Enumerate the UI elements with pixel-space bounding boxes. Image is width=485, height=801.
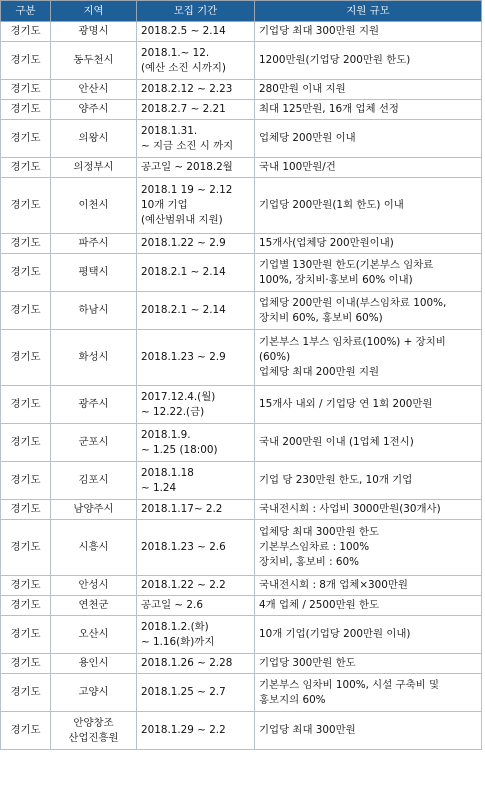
header-scale: 지원 규모 xyxy=(255,1,482,22)
region-cell: 경기도 xyxy=(1,178,51,234)
area-cell-line: 오산시 xyxy=(78,628,109,640)
period-cell xyxy=(137,674,255,712)
area-cell xyxy=(51,596,137,616)
scale-cell xyxy=(255,712,482,750)
scale-cell-line: 기업당 최대 300만원 지원 xyxy=(259,25,380,37)
area-cell xyxy=(51,100,137,120)
area-cell xyxy=(51,462,137,500)
scale-cell-line: 국내전시회 : 사업비 3000만원(30개사) xyxy=(259,503,441,515)
region-cell: 경기도 xyxy=(1,330,51,386)
area-cell-line: 김포시 xyxy=(78,474,109,486)
scale-cell-line: 업체당 최대 200만원 지원 xyxy=(259,366,380,378)
area-cell xyxy=(51,80,137,100)
scale-cell-line: 15개사 내외 / 기업당 연 1회 200만원 xyxy=(259,398,433,410)
area-cell xyxy=(51,254,137,292)
period-cell xyxy=(137,80,255,100)
region-cell: 경기도 xyxy=(1,596,51,616)
region-cell: 경기도 xyxy=(1,654,51,674)
period-cell-line: 2018.1.17~ 2.2 xyxy=(141,503,223,515)
scale-cell-line: 업체당 200만원 이내 xyxy=(259,132,356,144)
period-cell-line: 2018.2.1 ~ 2.14 xyxy=(141,304,226,316)
scale-cell xyxy=(255,22,482,42)
area-cell xyxy=(51,500,137,520)
period-cell-line: 2018.1.26 ~ 2.28 xyxy=(141,657,233,669)
scale-cell-line: 100%, 장치비·홍보비 60% 이내) xyxy=(259,273,413,286)
scale-cell-line: 4개 업체 / 2500만원 한도 xyxy=(259,599,380,611)
scale-cell xyxy=(255,292,482,330)
region-cell: 경기도 xyxy=(1,462,51,500)
scale-cell xyxy=(255,330,482,386)
period-cell xyxy=(137,520,255,576)
area-cell xyxy=(51,158,137,178)
period-cell-line: 공고일 ~ 2.6 xyxy=(141,599,203,611)
table-row xyxy=(1,424,482,462)
scale-cell-line: 280만원 이내 지원 xyxy=(259,83,346,95)
table-row xyxy=(1,654,482,674)
table-row xyxy=(1,254,482,292)
table-row xyxy=(1,178,482,234)
scale-cell-line: 기업당 300만원 한도 xyxy=(259,657,356,669)
region-cell: 경기도 xyxy=(1,386,51,424)
area-cell-line: 시흥시 xyxy=(78,541,109,553)
table-row xyxy=(1,616,482,654)
period-cell xyxy=(137,500,255,520)
header-period: 모집 기간 xyxy=(137,1,255,22)
scale-cell-line: 업체당 최대 300만원 한도 xyxy=(259,526,380,538)
scale-cell xyxy=(255,386,482,424)
period-cell xyxy=(137,42,255,80)
table-row xyxy=(1,462,482,500)
period-cell-line: 2018.1.23 ~ 2.6 xyxy=(141,541,226,553)
period-cell-line: 2018.1.31. xyxy=(141,124,198,137)
period-cell xyxy=(137,158,255,178)
region-cell: 경기도 xyxy=(1,80,51,100)
period-cell-line: (예산 소진 시까지) xyxy=(141,61,226,74)
area-cell xyxy=(51,330,137,386)
scale-cell-line: 1200만원(기업당 200만원 한도) xyxy=(259,54,411,66)
area-cell-line: 안성시 xyxy=(78,579,109,591)
area-cell xyxy=(51,520,137,576)
period-cell-line: 2018.2.12 ~ 2.23 xyxy=(141,83,233,95)
period-cell-line: 2018.1.23 ~ 2.9 xyxy=(141,351,226,363)
period-cell-line: ~ 12.22.(금) xyxy=(141,405,205,418)
scale-cell xyxy=(255,254,482,292)
area-cell xyxy=(51,386,137,424)
table-row xyxy=(1,80,482,100)
scale-cell xyxy=(255,234,482,254)
region-cell: 경기도 xyxy=(1,674,51,712)
area-cell xyxy=(51,178,137,234)
region-cell: 경기도 xyxy=(1,234,51,254)
table-body xyxy=(1,22,482,750)
area-cell-line: 광주시 xyxy=(78,398,109,410)
scale-cell-line: (60%) xyxy=(259,351,291,363)
area-cell-line: 평택시 xyxy=(78,266,109,278)
period-cell-line: 2018.1.9. xyxy=(141,428,191,441)
area-cell-line: 양주시 xyxy=(78,103,109,115)
period-cell-line: 2017.12.4.(월) xyxy=(141,390,216,403)
area-cell xyxy=(51,292,137,330)
area-cell xyxy=(51,234,137,254)
scale-cell-line: 장치비, 홍보비 : 60% xyxy=(259,556,360,568)
scale-cell-line: 국내전시회 : 8개 업체×300만원 xyxy=(259,579,408,591)
scale-cell-line: 홍보지의 60% xyxy=(259,693,326,706)
scale-cell-line: 15개사(업체당 200만원이내) xyxy=(259,237,394,249)
region-cell: 경기도 xyxy=(1,424,51,462)
scale-cell xyxy=(255,520,482,576)
area-cell xyxy=(51,712,137,750)
period-cell xyxy=(137,576,255,596)
period-cell-line: (예산범위내 지원) xyxy=(141,214,223,226)
table-row xyxy=(1,234,482,254)
table-row xyxy=(1,674,482,712)
region-cell: 경기도 xyxy=(1,254,51,292)
period-cell xyxy=(137,292,255,330)
period-cell xyxy=(137,596,255,616)
scale-cell xyxy=(255,500,482,520)
area-cell-line: 안양창조 xyxy=(73,716,114,729)
scale-cell xyxy=(255,576,482,596)
period-cell-line: 2018.1.22 ~ 2.2 xyxy=(141,579,226,591)
area-cell-line: 용인시 xyxy=(78,657,109,669)
table-row xyxy=(1,500,482,520)
scale-cell xyxy=(255,120,482,158)
area-cell-line: 파주시 xyxy=(78,237,109,249)
area-cell xyxy=(51,424,137,462)
period-cell-line: 2018.1 19 ~ 2.12 xyxy=(141,184,233,196)
period-cell xyxy=(137,234,255,254)
period-cell xyxy=(137,178,255,234)
period-cell xyxy=(137,462,255,500)
period-cell-line: 2018.2.5 ~ 2.14 xyxy=(141,25,226,37)
table-row xyxy=(1,596,482,616)
period-cell xyxy=(137,22,255,42)
area-cell-line: 남양주시 xyxy=(73,503,114,515)
period-cell-line: ~ 1.24 xyxy=(141,481,177,494)
period-cell xyxy=(137,424,255,462)
scale-cell-line: 10개 기업(기업당 200만원 이내) xyxy=(259,628,411,640)
period-cell-line: 공고일 ~ 2018.2월 xyxy=(141,161,233,173)
header-region: 구분 xyxy=(1,1,51,22)
period-cell-line: 2018.1.2.(화) xyxy=(141,620,209,633)
period-cell-line: ~ 1.16(화)까지 xyxy=(141,635,215,648)
table-row xyxy=(1,42,482,80)
area-cell xyxy=(51,674,137,712)
table-row xyxy=(1,120,482,158)
scale-cell xyxy=(255,674,482,712)
table-row xyxy=(1,292,482,330)
area-cell-line: 광명시 xyxy=(78,25,109,37)
period-cell xyxy=(137,386,255,424)
header-area: 지역 xyxy=(51,1,137,22)
area-cell-line: 화성시 xyxy=(78,351,109,363)
area-cell xyxy=(51,120,137,158)
area-cell xyxy=(51,42,137,80)
area-cell-line: 연천군 xyxy=(78,599,109,611)
region-cell: 경기도 xyxy=(1,22,51,42)
period-cell xyxy=(137,712,255,750)
scale-cell xyxy=(255,462,482,500)
region-cell: 경기도 xyxy=(1,576,51,596)
period-cell-line: 2018.1.18 xyxy=(141,466,194,479)
area-cell-line: 의정부시 xyxy=(73,161,114,173)
area-cell xyxy=(51,576,137,596)
scale-cell-line: 기본부스임차료 : 100% xyxy=(259,541,370,553)
scale-cell-line: 기업 당 230만원 한도, 10개 기업 xyxy=(259,474,413,486)
area-cell-line: 하남시 xyxy=(78,304,109,316)
region-cell: 경기도 xyxy=(1,616,51,654)
area-cell-line: 고양시 xyxy=(78,686,109,698)
scale-cell-line: 기업별 130만원 한도(기본부스 임차료 xyxy=(259,258,434,271)
region-cell: 경기도 xyxy=(1,120,51,158)
period-cell-line: ~ 1.25 (18:00) xyxy=(141,443,218,456)
scale-cell-line: 국내 100만원/건 xyxy=(259,161,336,173)
period-cell-line: 2018.1.22 ~ 2.9 xyxy=(141,237,226,249)
scale-cell xyxy=(255,42,482,80)
scale-cell-line: 기본부스 1부스 임차료(100%) + 장치비 xyxy=(259,336,446,348)
area-cell-line: 의왕시 xyxy=(78,132,109,144)
scale-cell xyxy=(255,100,482,120)
scale-cell xyxy=(255,654,482,674)
area-cell-line: 이천시 xyxy=(78,199,109,211)
scale-cell xyxy=(255,424,482,462)
region-cell: 경기도 xyxy=(1,500,51,520)
period-cell-line: 2018.1.~ 12. xyxy=(141,46,210,59)
scale-cell-line: 기업당 200만원(1회 한도) 이내 xyxy=(259,199,404,211)
period-cell-line: 2018.2.7 ~ 2.21 xyxy=(141,103,226,115)
period-cell-line: 10개 기업 xyxy=(141,199,188,211)
table-header-row xyxy=(1,1,482,22)
region-cell: 경기도 xyxy=(1,520,51,576)
period-cell-line: 2018.2.1 ~ 2.14 xyxy=(141,266,226,278)
scale-cell-line: 장치비 60%, 홍보비 60%) xyxy=(259,311,383,324)
area-cell xyxy=(51,22,137,42)
region-cell: 경기도 xyxy=(1,100,51,120)
table-row xyxy=(1,520,482,576)
table-row xyxy=(1,100,482,120)
table-row xyxy=(1,576,482,596)
period-cell xyxy=(137,100,255,120)
scale-cell-line: 기본부스 임차비 100%, 시설 구축비 및 xyxy=(259,678,440,691)
region-cell: 경기도 xyxy=(1,42,51,80)
period-cell-line: ~ 지금 소진 시 까지 xyxy=(141,139,234,152)
table-row xyxy=(1,22,482,42)
table-row xyxy=(1,158,482,178)
period-cell-line: 2018.1.29 ~ 2.2 xyxy=(141,724,226,736)
area-cell-line: 동두천시 xyxy=(73,54,114,66)
period-cell-line: 2018.1.25 ~ 2.7 xyxy=(141,686,226,698)
area-cell xyxy=(51,654,137,674)
scale-cell xyxy=(255,80,482,100)
region-cell: 경기도 xyxy=(1,712,51,750)
scale-cell-line: 국내 200만원 이내 (1업체 1전시) xyxy=(259,436,414,448)
table-row xyxy=(1,330,482,386)
scale-cell xyxy=(255,158,482,178)
period-cell xyxy=(137,616,255,654)
period-cell xyxy=(137,254,255,292)
period-cell xyxy=(137,330,255,386)
scale-cell xyxy=(255,616,482,654)
area-cell-line: 안산시 xyxy=(78,83,109,95)
period-cell xyxy=(137,654,255,674)
area-cell xyxy=(51,616,137,654)
area-cell-line: 군포시 xyxy=(78,436,109,448)
scale-cell xyxy=(255,596,482,616)
table-row xyxy=(1,386,482,424)
area-cell-line: 산업진흥원 xyxy=(68,731,119,744)
scale-cell-line: 업체당 200만원 이내(부스임차료 100%, xyxy=(259,296,447,309)
scale-cell xyxy=(255,178,482,234)
period-cell xyxy=(137,120,255,158)
scale-cell-line: 최대 125만원, 16개 업체 선정 xyxy=(259,103,399,115)
scale-cell-line: 기업당 최대 300만원 xyxy=(259,724,356,736)
table-row xyxy=(1,712,482,750)
region-cell: 경기도 xyxy=(1,292,51,330)
region-cell: 경기도 xyxy=(1,158,51,178)
